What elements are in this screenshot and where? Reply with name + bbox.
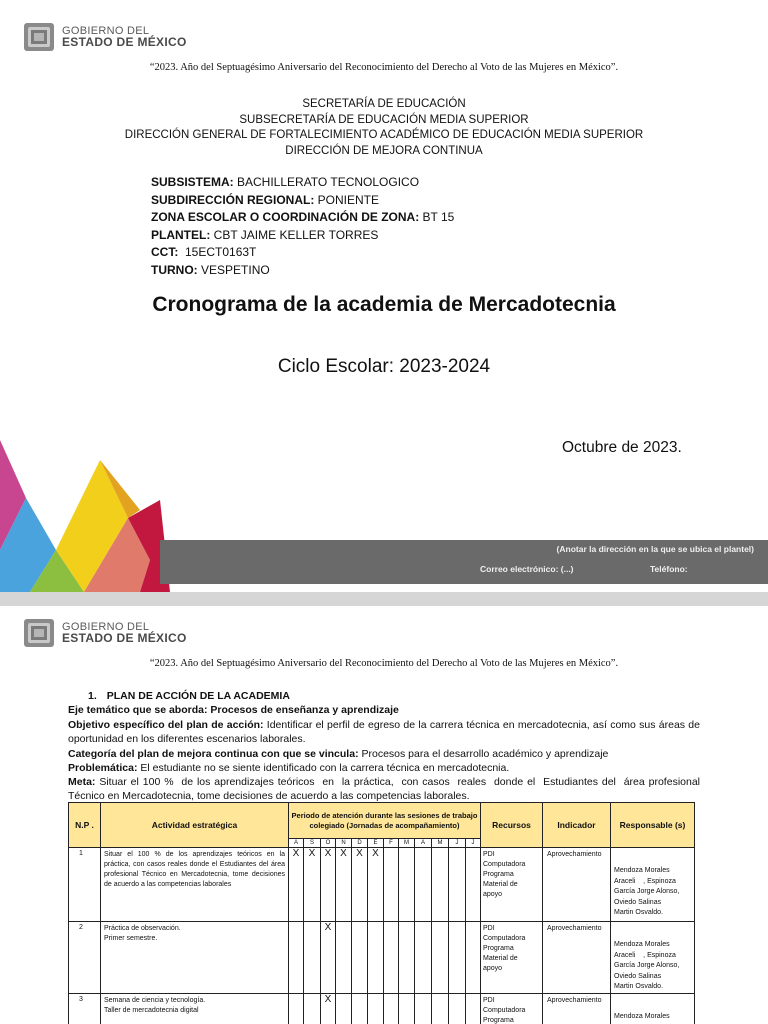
government-logo <box>22 20 187 54</box>
month-mark: X <box>304 848 321 922</box>
resources-cell: PDI Computadora Programa <box>481 994 543 1024</box>
address-note: (Anotar la dirección en la que se ubica el plantel) <box>556 544 754 554</box>
month-mark <box>415 848 432 922</box>
month-cell: S <box>304 839 321 848</box>
activity-cell: Semana de ciencia y tecnología. Taller de mercadotecnia digital <box>101 994 289 1024</box>
month-cell: N <box>336 839 352 848</box>
header-responsible: Responsable (s) <box>611 803 695 848</box>
month-cell: A <box>289 839 304 848</box>
month-mark <box>352 922 368 994</box>
month-cell: M <box>432 839 449 848</box>
header-resources: Recursos <box>481 803 543 848</box>
month-mark <box>466 994 481 1024</box>
table-row <box>69 848 695 922</box>
month-cell: M <box>399 839 415 848</box>
info-cct: CCT: 15ECT0163T <box>151 245 257 259</box>
info-turno: TURNO: VESPETINO <box>151 262 270 277</box>
month-cell: F <box>384 839 399 848</box>
month-cell: D <box>352 839 368 848</box>
month-cell: J <box>449 839 466 848</box>
info-subdireccion: SUBDIRECCIÓN REGIONAL: PONIENTE <box>151 192 380 207</box>
month-mark <box>449 848 466 922</box>
section-title: 1. PLAN DE ACCIÓN DE LA ACADEMIA <box>88 690 290 702</box>
month-cell: A <box>415 839 432 848</box>
row-number: 3 <box>69 994 101 1024</box>
improvement-category: Categoría del plan de mejora continua con que se vincula: Procesos para el desarrollo académico y aprendizaje <box>68 748 609 760</box>
month-mark <box>352 994 368 1024</box>
month-mark <box>368 994 384 1024</box>
indicator-cell: Aprovechamiento <box>543 994 611 1024</box>
government-logo <box>22 616 187 650</box>
resources-cell: PDI Computadora Programa Material de apoyo <box>481 922 543 994</box>
logo-line-1: GOBIERNO DEL <box>62 25 150 37</box>
responsible-cell: Mendoza Morales Araceli , Espinoza García Jorge Alonso, Oviedo Salinas Martin Osvaldo. <box>611 848 695 922</box>
month-mark: X <box>321 994 336 1024</box>
month-cell: E <box>368 839 384 848</box>
month-mark <box>415 922 432 994</box>
month-mark <box>466 848 481 922</box>
heading-line: DIRECCIÓN GENERAL DE FORTALECIMIENTO ACADÉMICO DE EDUCACIÓN MEDIA SUPERIOR <box>124 129 644 141</box>
year-motto: “2023. Año del Septuagésimo Aniversario del Reconocimiento del Derecho al Voto de las Mujeres en México”. <box>149 658 619 669</box>
month-mark <box>336 994 352 1024</box>
logo-line-1: GOBIERNO DEL <box>62 621 150 633</box>
month-mark: X <box>352 848 368 922</box>
phone-label: Teléfono: <box>650 564 688 574</box>
month-mark <box>399 994 415 1024</box>
goal-statement: Meta: Situar el 100 % de los aprendizajes teóricos en la práctica, con casos reales donde el Estudiantes del área profesional Técnico en Mercadotecnia, tome decisiones de acuerdo a las competencias laborales. <box>68 776 703 802</box>
page-2 <box>0 606 768 1024</box>
indicator-cell: Aprovechamiento <box>543 922 611 994</box>
logo-line-2: ESTADO DE MÉXICO <box>62 35 187 49</box>
month-mark <box>304 922 321 994</box>
page-separator <box>0 592 768 606</box>
heading-line: SUBSECRETARÍA DE EDUCACIÓN MEDIA SUPERIOR <box>239 113 529 126</box>
month-cell: J <box>466 839 481 848</box>
month-mark <box>368 922 384 994</box>
logo-line-2: ESTADO DE MÉXICO <box>62 631 187 645</box>
row-number: 1 <box>69 848 101 922</box>
institution-headings <box>0 97 768 159</box>
month-mark <box>289 994 304 1024</box>
year-motto: “2023. Año del Septuagésimo Aniversario del Reconocimiento del Derecho al Voto de las Mujeres en México”. <box>149 62 619 73</box>
table-row <box>69 994 695 1024</box>
estado-de-mexico-seal-icon <box>22 20 56 54</box>
month-mark <box>432 922 449 994</box>
contact-footer-bar <box>160 540 768 584</box>
header-np: N.P . <box>69 803 101 848</box>
month-mark: X <box>321 922 336 994</box>
month-mark <box>384 922 399 994</box>
activity-cell: Práctica de observación. Primer semestre. <box>101 922 289 994</box>
school-info <box>151 174 454 279</box>
thematic-axis: Eje temático que se aborda: Procesos de enseñanza y aprendizaje <box>68 704 399 716</box>
table-header-row <box>69 803 695 839</box>
resources-cell: PDI Computadora Programa Material de apoyo <box>481 848 543 922</box>
month-mark <box>384 994 399 1024</box>
heading-line: DIRECCIÓN DE MEJORA CONTINUA <box>285 144 483 157</box>
heading-line: SECRETARÍA DE EDUCACIÓN <box>302 98 466 110</box>
problem-statement: Problemática: El estudiante no se siente identificado con la carrera técnica en mercadotecnia. <box>68 762 510 774</box>
month-mark <box>432 848 449 922</box>
month-cell: O <box>321 839 336 848</box>
row-number: 2 <box>69 922 101 994</box>
document-date: Octubre de 2023. <box>562 439 682 456</box>
month-mark <box>449 922 466 994</box>
table-row <box>69 922 695 994</box>
header-activity: Actividad estratégica <box>101 803 289 848</box>
action-plan-table <box>68 802 695 1024</box>
document-title: Cronograma de la academia de Mercadotecnia <box>152 293 616 316</box>
school-cycle: Ciclo Escolar: 2023-2024 <box>277 356 491 377</box>
info-subsistema: SUBSISTEMA: BACHILLERATO TECNOLOGICO <box>151 175 420 189</box>
month-mark: X <box>368 848 384 922</box>
month-mark <box>415 994 432 1024</box>
month-mark <box>304 994 321 1024</box>
info-zona: ZONA ESCOLAR O COORDINACIÓN DE ZONA: BT 15 <box>151 210 455 224</box>
month-mark: X <box>321 848 336 922</box>
month-mark <box>449 994 466 1024</box>
month-mark <box>336 922 352 994</box>
specific-objective: Objetivo específico del plan de acción: Identificar el perfil de egreso de la carrera técnica en mercadotecnia, así como sus áreas de oportunidad en los diferentes escenarios laborales. <box>68 719 700 745</box>
month-mark <box>466 922 481 994</box>
month-mark <box>384 848 399 922</box>
responsible-cell: Mendoza Morales Araceli , Espinoza García Jorge Alonso, Oviedo Salinas Martin Osvaldo. <box>611 922 695 994</box>
indicator-cell: Aprovechamiento <box>543 848 611 922</box>
month-mark <box>432 994 449 1024</box>
responsible-cell: Mendoza Morales <box>611 994 695 1024</box>
header-period: Periodo de atención durante las sesiones de trabajo colegiado (Jornadas de acompañamiento) <box>289 803 481 839</box>
info-plantel: PLANTEL: CBT JAIME KELLER TORRES <box>151 227 379 242</box>
activity-cell: Situar el 100 % de los aprendizajes teóricos en la práctica, con casos reales donde el Estudiantes del área profesional Técnico en Mercadotecnia, tome decisiones de acuerdo a las competencias laborales <box>101 848 289 922</box>
estado-de-mexico-seal-icon <box>22 616 56 650</box>
email-label: Correo electrónico: (...) <box>480 564 574 574</box>
month-mark <box>289 922 304 994</box>
month-mark <box>399 848 415 922</box>
month-mark: X <box>289 848 304 922</box>
month-mark <box>399 922 415 994</box>
header-indicator: Indicador <box>543 803 611 848</box>
month-mark: X <box>336 848 352 922</box>
